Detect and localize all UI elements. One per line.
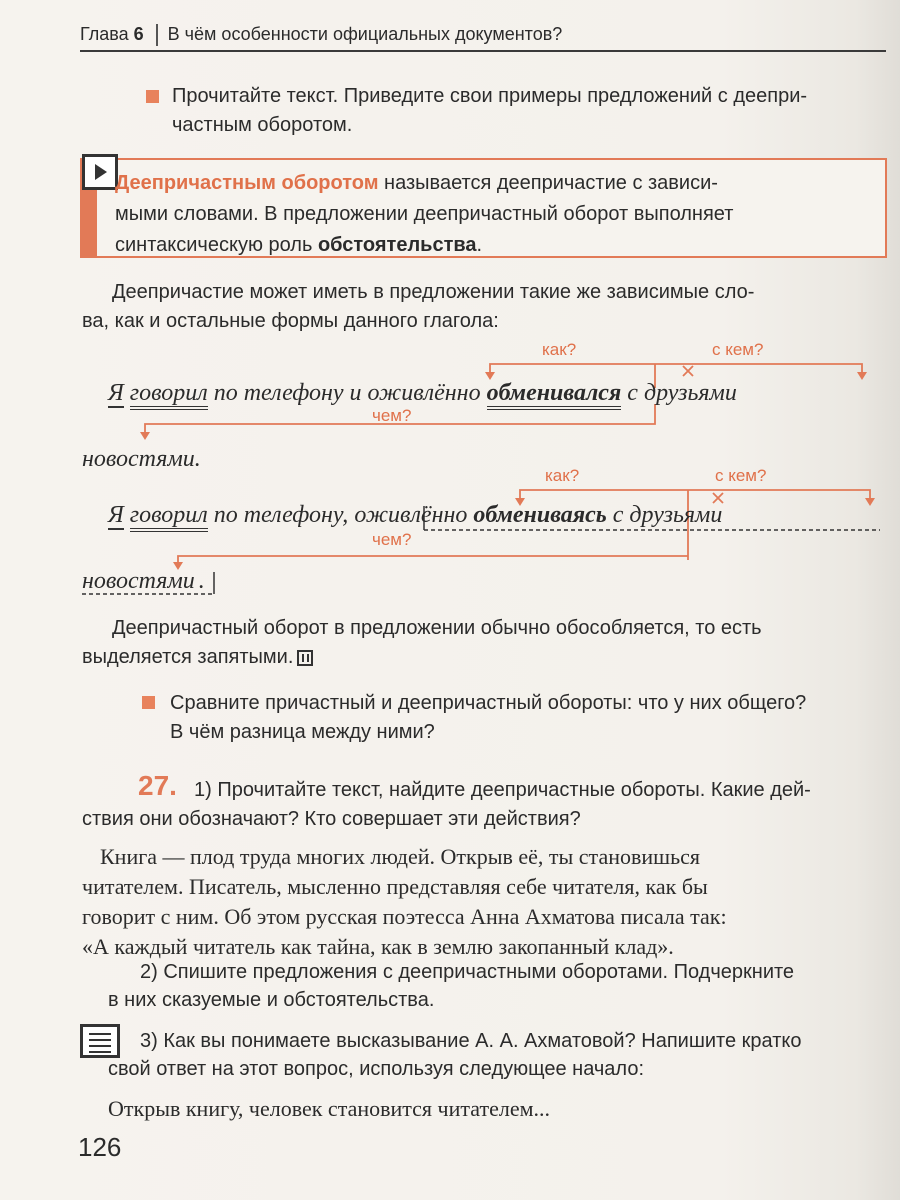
exercise-start-phrase: Открыв книгу, человек становится читателем... <box>108 1096 551 1121</box>
question-kak-1: как? <box>542 340 577 359</box>
question-chem-2: чем? <box>372 530 412 549</box>
question-skem-2: с кем? <box>715 466 767 485</box>
writing-task-icon <box>80 1024 120 1058</box>
paragraph-dependent-words: Деепричастие может иметь в предложении такие же зависимые сло- <box>112 281 755 303</box>
exercise-text: Книга — плод труда многих людей. Открыв её, ты становишься <box>100 844 700 869</box>
question-chem-1: чем? <box>372 406 412 425</box>
exercise-part1-line2: ствия они обозначают? Кто совершает эти действия? <box>82 808 581 830</box>
example1-sentence: Я говорил по телефону и оживлённо обменивался с друзьями <box>108 378 737 408</box>
pause-box-icon <box>297 650 313 666</box>
exercise-number: 27. <box>138 770 177 801</box>
rule-text: Деепричастным оборотом называется деепричастие с зависи- мыми словами. В предложении деепричастный оборот выполняет синтаксическую роль обстоятельства. <box>115 172 734 256</box>
exercise-part1: 1) Прочитайте текст, найдите деепричастные обороты. Какие дей- <box>194 779 811 801</box>
chapter-label: Глава 6 <box>80 24 144 44</box>
question-skem-1: с кем? <box>712 340 764 359</box>
paragraph-commas: Деепричастный оборот в предложении обычно обособляется, то есть <box>112 617 762 639</box>
example2-line2: новостями . <box>82 568 205 594</box>
paragraph-commas-line2: выделяется запятыми. <box>82 643 882 672</box>
chapter-title: В чём особенности официальных документов? <box>167 24 563 44</box>
example1-line2: новостями. <box>82 446 201 472</box>
question-kak-2: как? <box>545 466 580 485</box>
compare-question: Сравните причастный и деепричастный обороты: что у них общего? В чём разница между ними? <box>170 692 807 743</box>
paragraph-dependent-words-line2: ва, как и остальные формы данного глагола: <box>82 310 499 332</box>
exercise-part2-line2: в них сказуемые и обстоятельства. <box>108 989 435 1011</box>
example2-sentence: Я говорил по телефону, оживлённо обмениваясь с друзьями <box>108 500 722 530</box>
exercise-part2: 2) Спишите предложения с деепричастными оборотами. Подчеркните <box>140 961 795 983</box>
page-number: 126 <box>78 1132 122 1162</box>
exercise-text-rest: читателем. Писатель, мысленно представляя себе читателя, как бы говорит с ним. Об этом русская поэтесса Анна Ахматова писала так: «А каждый читатель как тайна, как в землю закопанный клад». <box>82 874 727 959</box>
exercise-part3-line2: свой ответ на этот вопрос, используя следующее начало: <box>108 1058 644 1080</box>
task-intro: Прочитайте текст. Приведите свои примеры предложений с деепри- частным оборотом. <box>172 85 808 136</box>
exercise-part3: 3) Как вы понимаете высказывание А. А. Ахматовой? Напишите кратко <box>140 1030 802 1052</box>
square-bullet-icon <box>142 696 155 709</box>
